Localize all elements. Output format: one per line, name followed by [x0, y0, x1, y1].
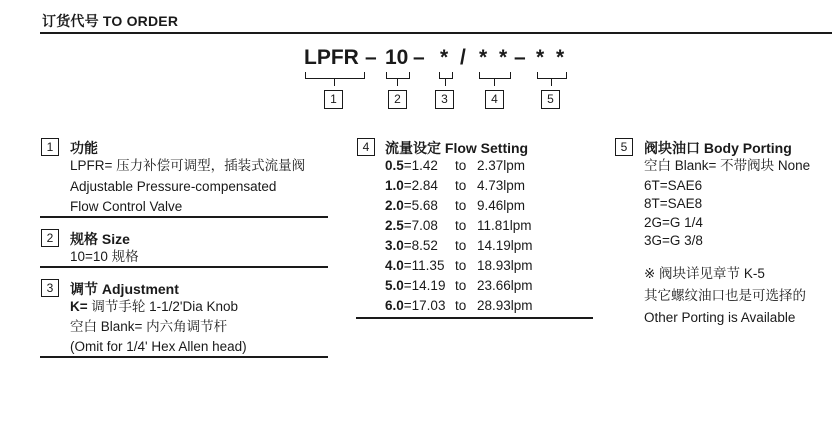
porting-option: 2G=G 1/4 [644, 215, 703, 230]
porting-note: ※ 阀块详见章节 K-5 [644, 266, 765, 281]
marker-1: 1 [324, 90, 343, 109]
code-dash: – [413, 46, 425, 69]
code-dash: – [365, 46, 377, 69]
adjustment-knob-line: K= 调节手轮 1-1/2'Dia Knob [70, 299, 239, 314]
flow-row: 1.0=2.84 to 4.73lpm [385, 178, 526, 193]
section-title: 调节 Adjustment [70, 281, 179, 297]
section-number: 2 [41, 229, 59, 247]
section-number: 3 [41, 279, 59, 297]
porting-note: Other Porting is Available [644, 310, 796, 325]
brace-stem [334, 78, 335, 86]
porting-note: 其它螺纹油口也是可选择的 [644, 288, 806, 303]
section-title: 功能 [70, 140, 98, 156]
porting-option: 8T=SAE8 [644, 196, 703, 211]
brace-stem [397, 78, 398, 86]
code-star: * [440, 46, 449, 69]
flow-row: 5.0=14.19 to 23.66lpm [385, 278, 533, 293]
section-title: 阀块油口 Body Porting [644, 140, 792, 156]
marker-5: 5 [541, 90, 560, 109]
code-star: * [479, 46, 488, 69]
function-en-line: Adjustable Pressure-compensated [70, 179, 277, 194]
porting-option: 3G=G 3/8 [644, 233, 703, 248]
code-star: * [536, 46, 545, 69]
code-dash: – [514, 46, 526, 69]
marker-2: 2 [388, 90, 407, 109]
page-title: 订货代号 TO ORDER [42, 13, 179, 29]
adjustment-omit-line: (Omit for 1/4' Hex Allen head) [70, 339, 247, 354]
section-number: 4 [357, 138, 375, 156]
section-number: 1 [41, 138, 59, 156]
flow-row: 3.0=8.52 to 14.19lpm [385, 238, 533, 253]
flow-row: 2.5=7.08 to 11.81lpm [385, 218, 532, 233]
porting-option: 6T=SAE6 [644, 178, 703, 193]
code-star: * [556, 46, 565, 69]
section-divider [40, 266, 328, 268]
section-divider [356, 317, 593, 319]
header-divider [40, 32, 832, 34]
brace-stem [445, 78, 446, 86]
flow-row: 2.0=5.68 to 9.46lpm [385, 198, 526, 213]
code-star: * [499, 46, 508, 69]
brace-stem [551, 78, 552, 86]
size-line: 10=10 规格 [70, 249, 139, 264]
flow-row: 0.5=1.42 to 2.37lpm [385, 158, 526, 173]
marker-4: 4 [485, 90, 504, 109]
function-en-line: Flow Control Valve [70, 199, 183, 214]
brace-stem [494, 78, 495, 86]
marker-3: 3 [435, 90, 454, 109]
adjustment-blank-line: 空白 Blank= 内六角调节杆 [70, 319, 228, 334]
section-divider [40, 356, 328, 358]
section-divider [40, 216, 328, 218]
code-size: 10 [385, 46, 409, 69]
section-title: 规格 Size [70, 231, 130, 247]
flow-row: 4.0=11.35 to 18.93lpm [385, 258, 533, 273]
flow-row: 6.0=17.03 to 28.93lpm [385, 298, 533, 313]
section-number: 5 [615, 138, 633, 156]
section-title: 流量设定 Flow Setting [385, 140, 529, 156]
code-slash: / [460, 46, 466, 69]
porting-blank-line: 空白 Blank= 不带阀块 None [644, 158, 811, 173]
code-prefix: LPFR [304, 46, 359, 69]
function-line: LPFR= 压力补偿可调型，插装式流量阀 [70, 158, 306, 173]
